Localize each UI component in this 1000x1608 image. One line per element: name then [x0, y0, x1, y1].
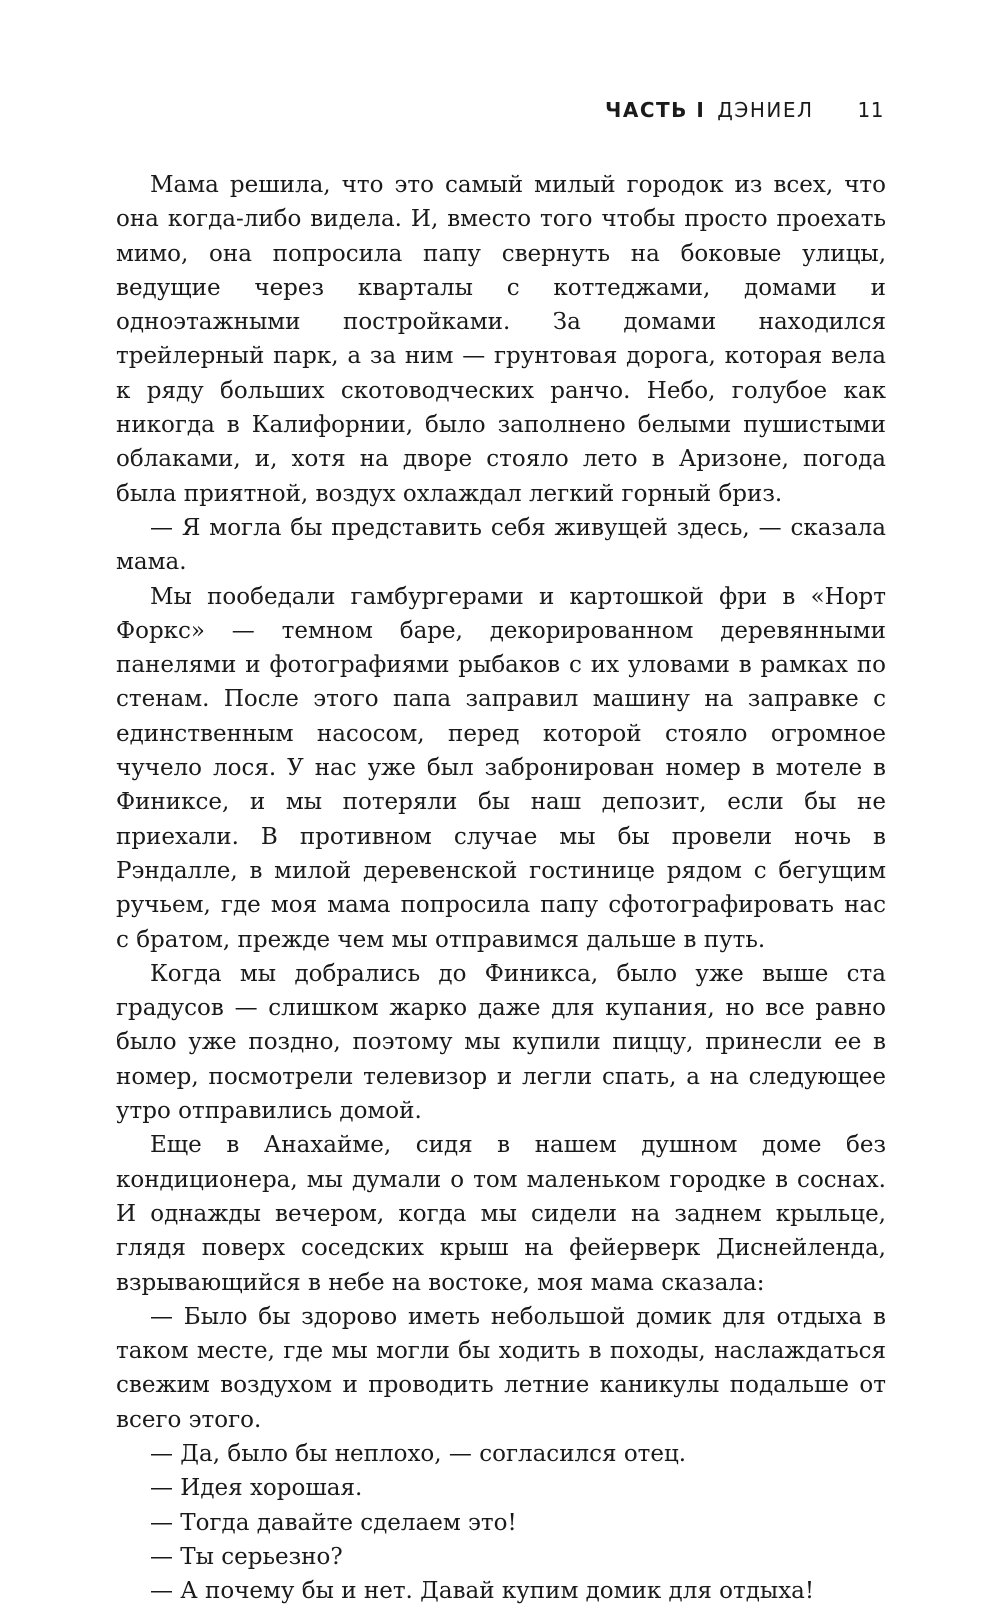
paragraph: Мы пообедали гамбургерами и картошкой фри в «Норт Форкс» — темном баре, декорированном деревянными панелями и фотографиями рыбаков с их уловами в рамках по стенам. После этого папа заправил машину на заправке с единственным насосом, перед которой стояло огромное чучело лося. У нас уже был забронирован номер в мотеле в Финиксе, и мы потеряли бы наш депозит, если бы не приехали. В противном случае мы бы провели ночь в Рэндалле, в милой деревенской гостинице рядом с бегущим ручьем, где моя мама попросила папу сфотографировать нас с братом, прежде чем мы отправимся дальше в путь. [116, 583, 886, 953]
body-text [116, 168, 886, 1608]
paragraph: — Да, было бы неплохо, — согласился отец. [150, 1440, 687, 1467]
paragraph: — Идея хорошая. [150, 1475, 363, 1502]
part-label: ЧАСТЬ I [605, 98, 706, 122]
paragraph: Еще в Анахайме, сидя в нашем душном доме без кондиционера, мы думали о том маленьком городке в соснах. И однажды вечером, когда мы сидели на заднем крыльце, глядя поверх соседских крыш на фейерверк Диснейленда, взрывающийся в небе на востоке, моя мама сказала: [116, 1132, 886, 1296]
paragraph: Мама решила, что это самый милый городок из всех, что она когда-либо видела. И, вместо того чтобы просто проехать мимо, она попросила папу свернуть на боковые улицы, ведущие через кварталы с коттеджами, домами и одноэтажными постройками. За домами находился трейлерный парк, а за ним — грунтовая дорога, которая вела к ряду больших скотоводческих ранчо. Небо, голубое как никогда в Калифорнии, было заполнено белыми пушистыми облаками, и, хотя на дворе стояло лето в Аризоне, погода была приятной, воздух охлаждал легкий горный бриз. [116, 172, 886, 507]
chapter-title: ДЭНИЕЛ [717, 98, 814, 122]
paragraph: — Ты серьезно? [150, 1543, 343, 1570]
paragraph: Когда мы добрались до Финикса, было уже выше ста градусов — слишком жарко даже для купания, но все равно было уже поздно, поэтому мы купили пиццу, принесли ее в номер, посмотрели телевизор и легли спать, а на следующее утро отправились домой. [116, 960, 886, 1125]
paragraph: — Было бы здорово иметь небольшой домик для отдыха в таком месте, где мы могли бы ходить в походы, наслаждаться свежим воздухом и проводить летние каникулы подальше от всего этого. [116, 1303, 886, 1433]
paragraph: — Я могла бы представить себя живущей здесь, — сказала мама. [116, 514, 886, 576]
paragraph: — Тогда давайте сделаем это! [150, 1509, 517, 1536]
page-number: 11 [857, 98, 884, 122]
paragraph: — А почему бы и нет. Давай купим домик для отдыха! [150, 1578, 815, 1605]
running-header [605, 98, 884, 122]
